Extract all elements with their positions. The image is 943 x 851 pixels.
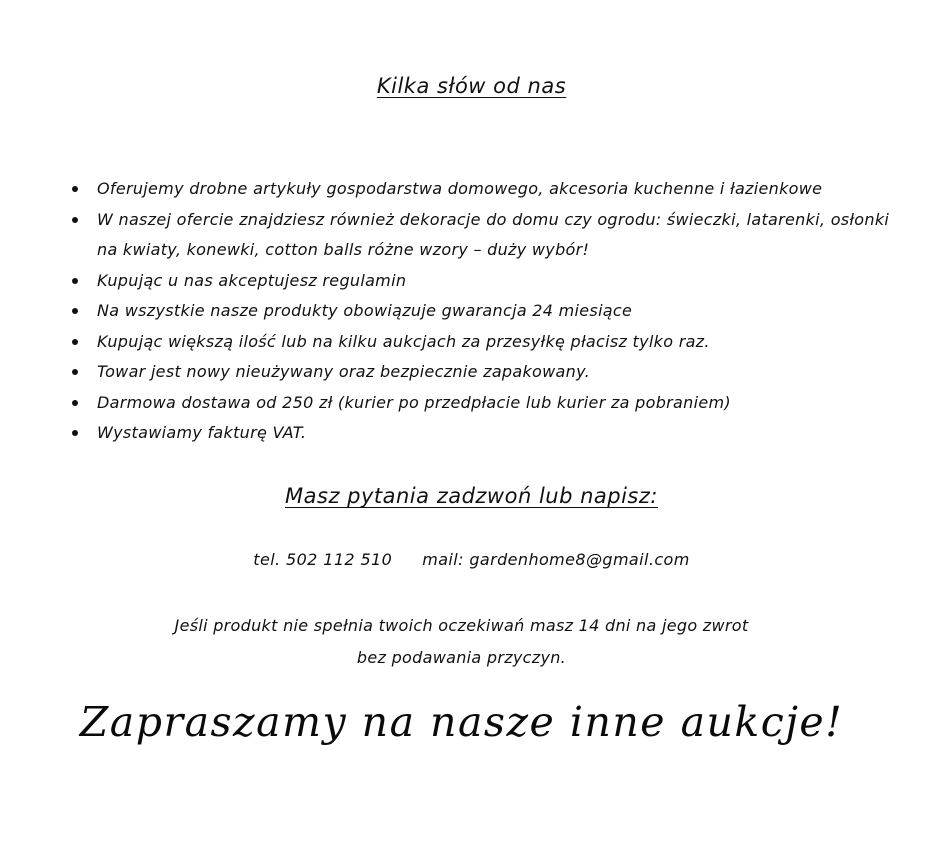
list-item [70,205,890,266]
list-item [70,266,890,297]
list-item-text: Darmowa dostawa od 250 zł (kurier po przedpłacie lub kurier za pobraniem) [97,392,731,412]
phone-text: tel. 502 112 510 [253,550,393,569]
list-item [70,296,890,327]
bullet-icon [72,308,78,314]
list-item [70,418,890,449]
bullet-icon [72,369,78,375]
bullet-icon [72,339,78,345]
list-item-text: Wystawiamy fakturę VAT. [97,423,307,442]
contact-line [0,550,943,569]
bullet-icon [72,430,78,436]
page-title [0,74,943,98]
bullet-icon [72,186,78,192]
mail-text: mail: gardenhome8@gmail.com [422,550,690,569]
features-list [70,174,890,449]
returns-line-2: bez podawania przyczyn. [356,648,567,667]
list-item-text: Kupując większą ilość lub na kilku aukcjach za przesyłkę płacisz tylko raz. [97,331,710,351]
page-title-text: Kilka słów od nas [376,74,567,98]
bullet-icon [72,400,78,406]
returns-note [0,610,923,674]
list-item-text: Towar jest nowy nieużywany oraz bezpiecznie zapakowany. [97,362,590,381]
list-item [70,357,890,388]
questions-heading-text: Masz pytania zadzwoń lub napisz: [285,484,658,508]
list-item [70,327,890,358]
questions-heading [0,484,943,508]
list-item-text: W naszej ofercie znajdziesz również dekoracje do domu czy ogrodu: świeczki, latarenki, osłonki na kwiaty, konewki, cotton balls różne wzory – duży wybór! [97,209,890,259]
bullet-icon [72,217,78,223]
list-item-text: Na wszystkie nasze produkty obowiązuje gwarancja 24 miesiące [97,301,633,320]
list-item [70,174,890,205]
list-item [70,388,890,419]
list-item-text: Oferujemy drobne artykuły gospodarstwa domowego, akcesoria kuchenne i łazienkowe [97,179,823,198]
invite-banner: Zapraszamy na nasze inne aukcje! [79,698,844,746]
list-item-text: Kupując u nas akceptujesz regulamin [97,270,407,290]
returns-line-1: Jeśli produkt nie spełnia twoich oczekiwań masz 14 dni na jego zwrot [174,616,749,635]
bullet-icon [72,278,78,284]
